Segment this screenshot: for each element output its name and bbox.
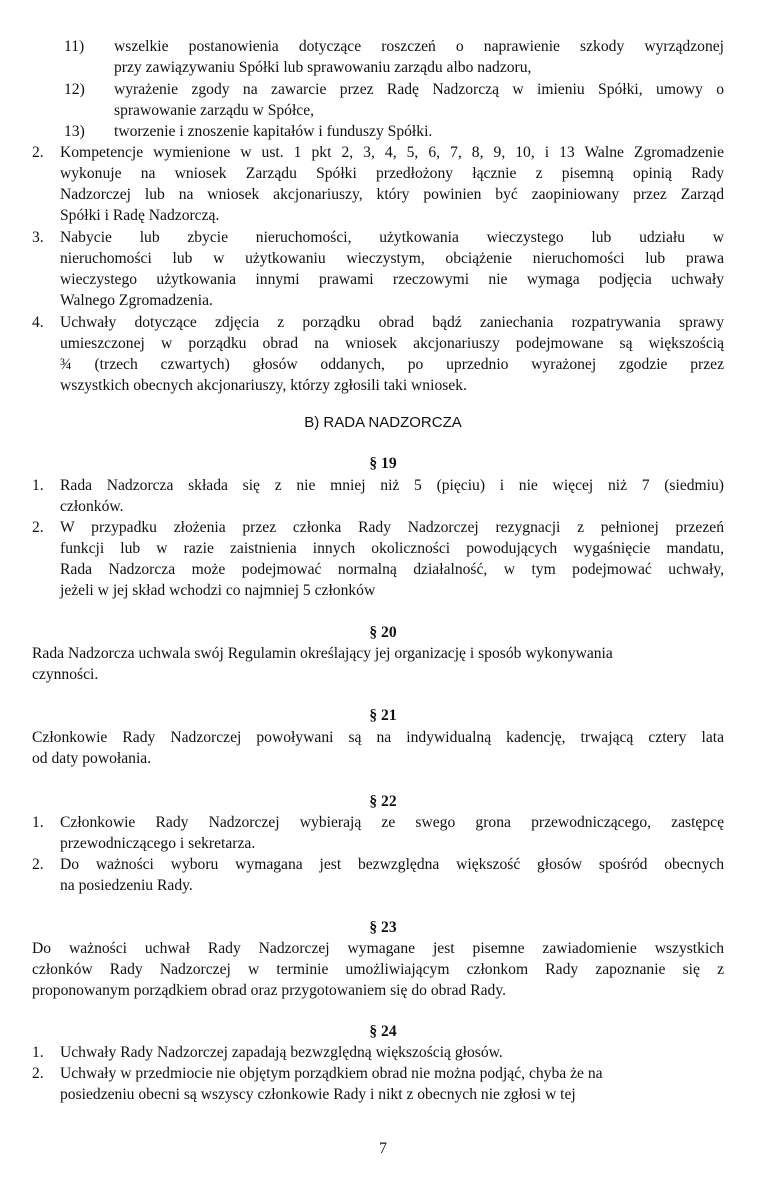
text-line: wieczystego użytkowania innymi prawami rzeczowymi nie wymaga podjęcia uchwały: [60, 271, 724, 288]
item-number: 2.: [32, 1065, 44, 1082]
text-line: proponowanym porządkiem obrad oraz przygotowaniem się do obrad Rady.: [32, 982, 507, 999]
item-number: 2.: [32, 856, 44, 873]
text-line: Uchwały w przedmiocie nie objętym porządkiem obrad nie można podjąć, chyba że na: [60, 1065, 603, 1082]
text-line: umieszczonej w porządku obrad na wniosek akcjonariuszy podejmowane są większością: [60, 335, 724, 352]
text-line: Nadzorczej lub na wniosek akcjonariuszy, który powinien być zaopiniowany przez Zarząd: [60, 186, 724, 203]
text-line: tworzenie i znoszenie kapitałów i funduszy Spółki.: [114, 123, 433, 140]
item-number: 1.: [32, 1044, 44, 1061]
item-number: 1.: [32, 477, 44, 494]
text-line: sprawowanie zarządu w Spółce,: [114, 102, 315, 119]
text-line: przy zawiązywaniu Spółki lub sprawowaniu zarządu albo nadzoru,: [114, 59, 532, 76]
text-line: Członkowie Rady Nadzorczej powoływani są na indywidualną kadencję, trwającą cztery lata: [32, 729, 724, 746]
item-number: 2.: [32, 519, 44, 536]
text-line: Kompetencje wymienione w ust. 1 pkt 2, 3, 4, 5, 6, 7, 8, 9, 10, i 13 Walne Zgromadzenie: [60, 144, 724, 161]
text-line: nieruchomości lub w użytkowaniu wieczystym, obciążenie nieruchomości lub prawa: [60, 250, 724, 267]
text-line: od daty powołania.: [32, 750, 152, 767]
text-line: funkcji lub w razie zaistnienia innych okoliczności powodujących wygaśnięcie mandatu,: [60, 540, 724, 557]
text-line: Do ważności uchwał Rady Nadzorczej wymagane jest pisemne zawiadomienie wszystkich: [32, 940, 724, 957]
item-number: 3.: [32, 229, 44, 246]
text-line: Członkowie Rady Nadzorczej wybierają ze swego grona przewodniczącego, zastępcę: [60, 814, 724, 831]
text-line: wyrażenie zgody na zawarcie przez Radę Nadzorczą w imieniu Spółki, umowy o: [114, 81, 724, 98]
text-line: Uchwały Rady Nadzorczej zapadają bezwzględną większością głosów.: [60, 1044, 503, 1061]
text-line: członków Rady Nadzorczej w terminie umożliwiającym członkom Rady zapoznanie się z: [32, 961, 724, 978]
text-line: Do ważności wyboru wymagana jest bezwzględna większość głosów spośród obecnych: [60, 856, 724, 873]
text-line: jeżeli w jej skład wchodzi co najmniej 5 członków: [60, 582, 376, 599]
text-line: na posiedzeniu Rady.: [60, 877, 193, 894]
item-number: 11): [64, 38, 85, 55]
paragraph-heading: § 20: [369, 624, 397, 641]
item-number: 4.: [32, 314, 44, 331]
text-line: Walnego Zgromadzenia.: [60, 292, 213, 309]
item-number: 12): [64, 81, 85, 98]
paragraph-heading: § 19: [369, 455, 397, 472]
text-line: wykonuje na wniosek Zarządu Spółki przedłożony łącznie z pisemną opinią Rady: [60, 165, 724, 182]
text-line: wszystkich obecnych akcjonariuszy, którzy zgłosili taki wniosek.: [60, 377, 467, 394]
paragraph-heading: § 22: [369, 793, 397, 810]
text-line: posiedzeniu obecni są wszyscy członkowie Rady i nikt z obecnych nie zgłosi w tej: [60, 1086, 576, 1103]
paragraph-heading: § 23: [369, 919, 397, 936]
text-line: Nabycie lub zbycie nieruchomości, użytkowania wieczystego lub udziału w: [60, 229, 724, 246]
text-line: czynności.: [32, 666, 99, 683]
text-line: wszelkie postanowienia dotyczące roszczeń o naprawienie szkody wyrządzonej: [114, 38, 724, 55]
text-line: Spółki i Radę Nadzorczą.: [60, 207, 220, 224]
text-line: W przypadku złożenia przez członka Rady Nadzorczej rezygnacji z pełnionej przezeń: [60, 519, 724, 536]
text-line: ¾ (trzech czwartych) głosów oddanych, po uprzednio wyrażonej zgodzie przez: [60, 356, 724, 373]
paragraph-heading: § 24: [369, 1023, 397, 1040]
text-line: Rada Nadzorcza może podejmować normalną działalność, w tym podejmować uchwały,: [60, 561, 724, 578]
paragraph-heading: § 21: [369, 707, 397, 724]
section-heading: B) RADA NADZORCZA: [304, 414, 462, 431]
item-number: 1.: [32, 814, 44, 831]
text-line: Uchwały dotyczące zdjęcia z porządku obrad bądź zaniechania rozpatrywania sprawy: [60, 314, 724, 331]
text-line: Rada Nadzorcza uchwala swój Regulamin określający jej organizację i sposób wykonywania: [32, 645, 613, 662]
item-number: 13): [64, 123, 85, 140]
page-number: 7: [379, 1140, 387, 1157]
item-number: 2.: [32, 144, 44, 161]
text-line: członków.: [60, 498, 124, 515]
text-line: przewodniczącego i sekretarza.: [60, 835, 256, 852]
text-line: Rada Nadzorcza składa się z nie mniej niż 5 (pięciu) i nie więcej niż 7 (siedmiu): [60, 477, 724, 494]
